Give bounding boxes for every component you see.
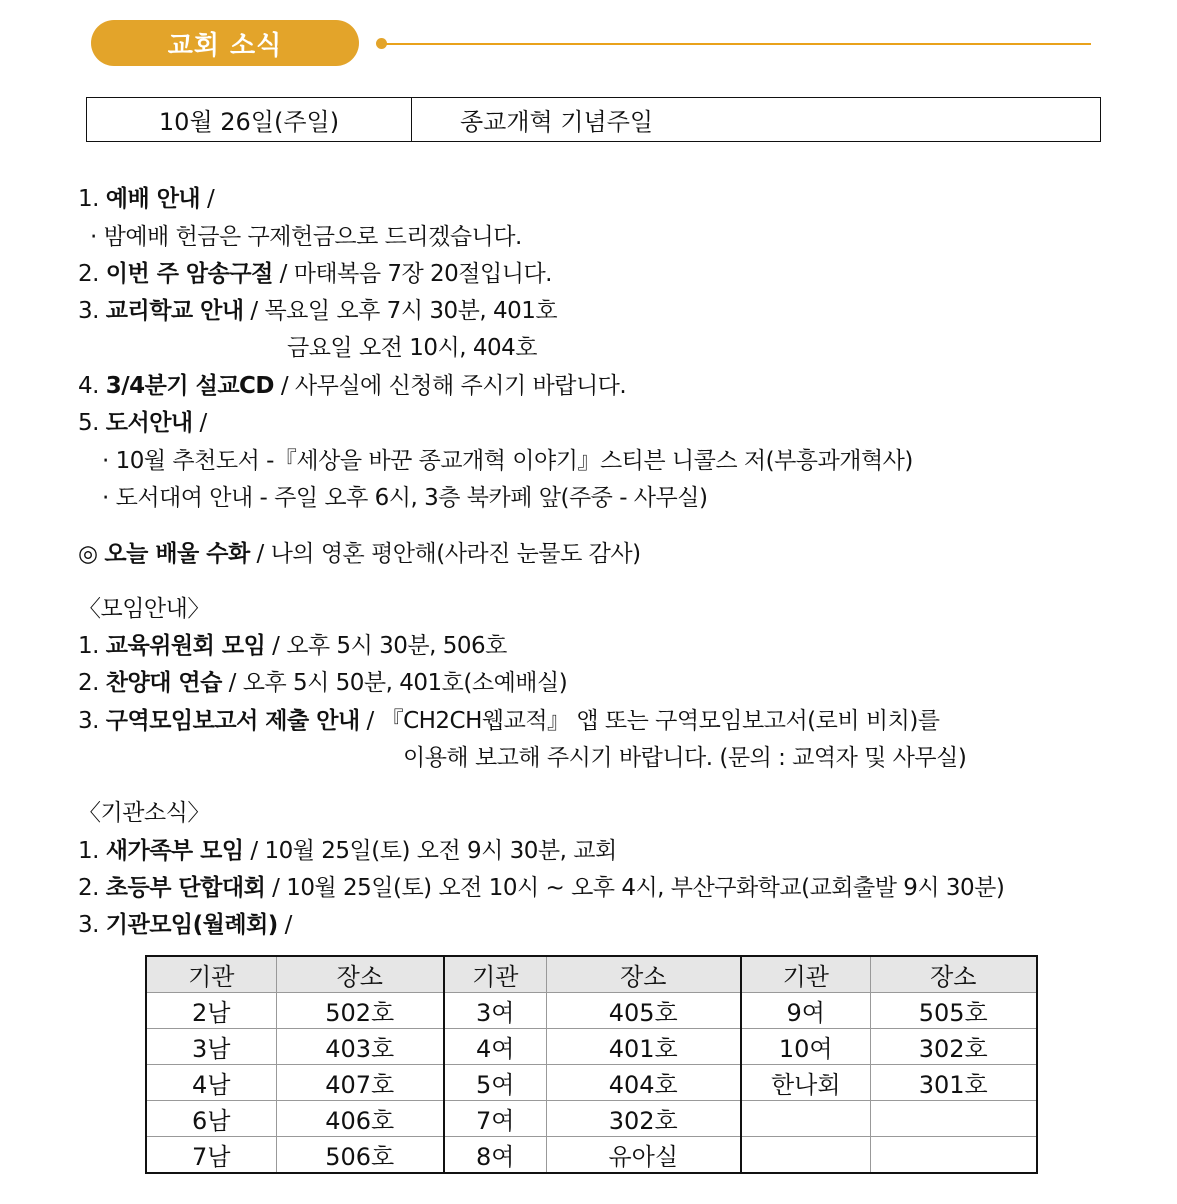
section-title: 교회 소식 bbox=[167, 30, 283, 61]
meeting-1: 1. 교육위원회 모임 / 오후 5시 30분, 506호 bbox=[78, 633, 507, 659]
divider-line bbox=[386, 43, 1091, 45]
announcement-5: 5. 도서안내 / bbox=[78, 410, 207, 436]
announcement-5-lending: · 도서대여 안내 - 주일 오후 6시, 3층 북카페 앞(주중 - 사무실) bbox=[102, 485, 708, 511]
table-row: 7남 506호 8여 유아실 bbox=[146, 1137, 1037, 1174]
date: 10월 26일(주일) bbox=[87, 98, 412, 141]
meeting-2: 2. 찬양대 연습 / 오후 5시 50분, 401호(소예배실) bbox=[78, 670, 568, 696]
hymn-line: ◎ 오늘 배울 수화 / 나의 영혼 평안해(사라진 눈물도 감사) bbox=[78, 541, 641, 567]
orgs-heading: 〈기관소식〉 bbox=[78, 800, 210, 826]
table-row: 6남 406호 7여 302호 bbox=[146, 1101, 1037, 1137]
org-meeting-table bbox=[145, 955, 1038, 1174]
announcement-3-cont: 금요일 오전 10시, 404호 bbox=[287, 335, 537, 361]
announcement-1-detail: · 밤예배 헌금은 구제헌금으로 드리겠습니다. bbox=[90, 224, 522, 250]
meeting-3-cont: 이용해 보고해 주시기 바랍니다. (문의 : 교역자 및 사무실) bbox=[403, 745, 967, 771]
announcement-1: 1. 예배 안내 / bbox=[78, 186, 215, 212]
announcement-5-book: · 10월 추천도서 -『세상을 바꾼 종교개혁 이야기』스티븐 니콜스 저(부흥과개혁사) bbox=[102, 448, 913, 474]
meetings-heading: 〈모임안내〉 bbox=[78, 596, 210, 622]
org-1: 1. 새가족부 모임 / 10월 25일(토) 오전 9시 30분, 교회 bbox=[78, 838, 617, 864]
org-2: 2. 초등부 단합대회 / 10월 25일(토) 오전 10시 ~ 오후 4시, 부산구화학교(교회출발 9시 30분) bbox=[78, 875, 1005, 901]
table-row: 2남 502호 3여 405호 9여 505호 bbox=[146, 993, 1037, 1029]
announcement-2: 2. 이번 주 암송구절 / 마태복음 7장 20절입니다. bbox=[78, 261, 552, 287]
table-row: 3남 403호 4여 401호 10여 302호 bbox=[146, 1029, 1037, 1065]
org-3: 3. 기관모임(월례회) / bbox=[78, 912, 292, 938]
date-box bbox=[86, 97, 1101, 142]
meeting-3: 3. 구역모임보고서 제출 안내 / 『CH2CH웹교적』 앱 또는 구역모임보고서(로비 비치)를 bbox=[78, 708, 940, 734]
section-title-badge bbox=[91, 20, 359, 66]
announcement-4: 4. 3/4분기 설교CD / 사무실에 신청해 주시기 바랍니다. bbox=[78, 373, 627, 399]
occasion: 종교개혁 기념주일 bbox=[460, 108, 654, 136]
table-header-row: 기관 장소 기관 장소 기관 장소 bbox=[146, 956, 1037, 993]
announcement-3: 3. 교리학교 안내 / 목요일 오후 7시 30분, 401호 bbox=[78, 298, 558, 324]
table-row: 4남 407호 5여 404호 한나회 301호 bbox=[146, 1065, 1037, 1101]
